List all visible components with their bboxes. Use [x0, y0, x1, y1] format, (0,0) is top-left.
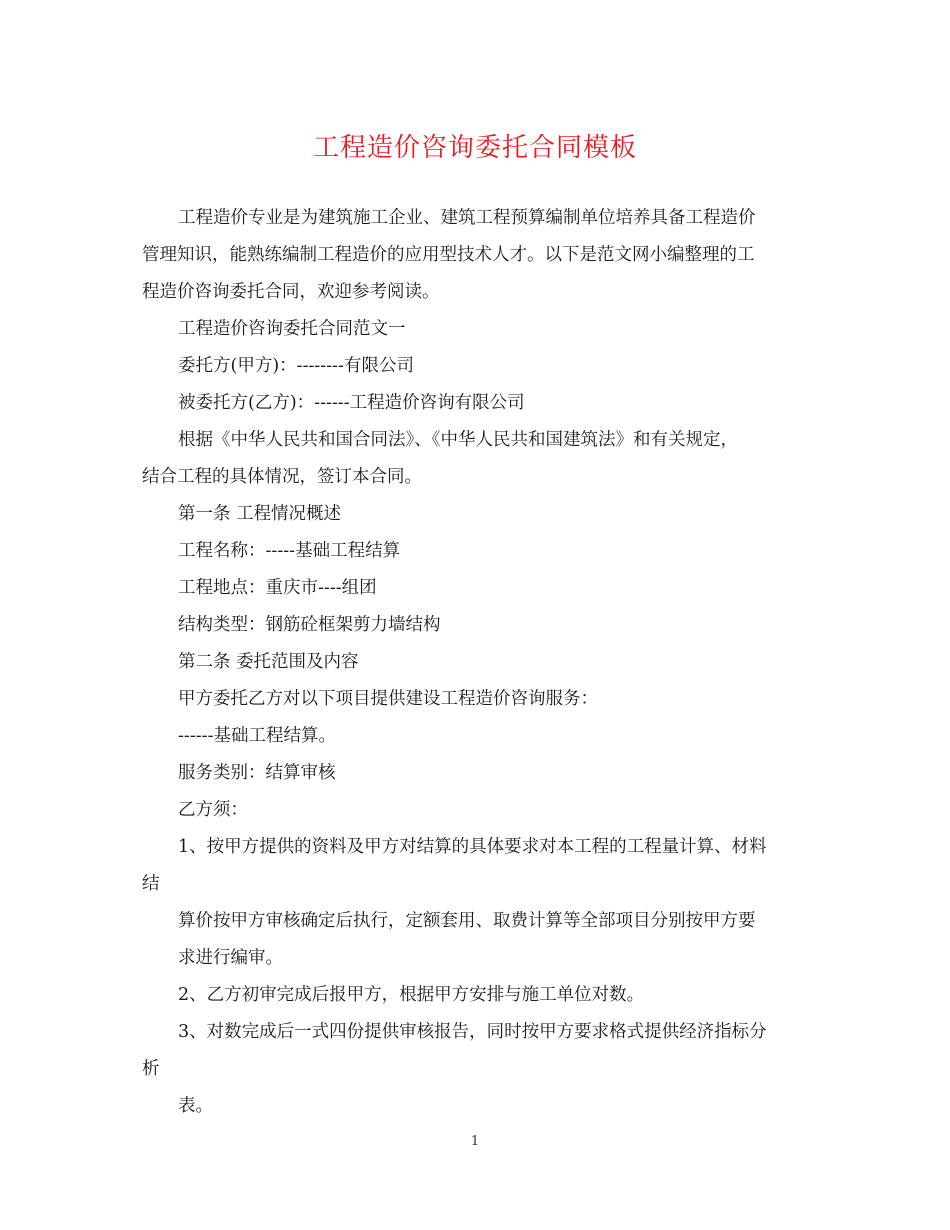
article-heading: 第二条 委托范围及内容 [178, 652, 359, 672]
paragraph-line: 管理知识，能熟练编制工程造价的应用型技术人才。以下是范文网小编整理的工 [142, 245, 755, 265]
list-item: 1、按甲方提供的资料及甲方对结算的具体要求对本工程的工程量计算、材料 [178, 837, 767, 857]
paragraph-line: 工程造价专业是为建筑施工企业、建筑工程预算编制单位培养具备工程造价 [178, 208, 756, 228]
paragraph-line: 结合工程的具体情况，签订本合同。 [142, 467, 422, 487]
project-name-line: 工程名称：-----基础工程结算 [178, 541, 401, 561]
project-location-line: 工程地点：重庆市----组团 [178, 578, 377, 598]
paragraph-line: 甲方委托乙方对以下项目提供建设工程造价咨询服务： [178, 689, 598, 709]
paragraph-line: 乙方须： [178, 800, 248, 820]
list-item-wrap: 析 [142, 1059, 160, 1079]
paragraph-line: ------基础工程结算。 [178, 726, 336, 746]
party-a-line: 委托方(甲方)：--------有限公司 [178, 356, 414, 376]
paragraph-line: 根据《中华人民共和国合同法》、《中华人民共和国建筑法》和有关规定， [178, 430, 738, 450]
service-type-line: 服务类别：结算审核 [178, 763, 336, 783]
party-b-line: 被委托方(乙方)：------工程造价咨询有限公司 [178, 393, 525, 413]
list-item-continuation: 表。 [178, 1096, 213, 1116]
section-heading: 工程造价咨询委托合同范文一 [178, 319, 406, 339]
list-item-continuation: 求进行编审。 [178, 948, 283, 968]
paragraph-line: 程造价咨询委托合同，欢迎参考阅读。 [142, 282, 440, 302]
structure-type-line: 结构类型：钢筋砼框架剪力墙结构 [178, 615, 441, 635]
document-title: 工程造价咨询委托合同模板 [312, 133, 637, 163]
document-body [142, 200, 812, 1125]
page-number: 1 [470, 1134, 480, 1149]
list-item: 3、对数完成后一式四份提供审核报告，同时按甲方要求格式提供经济指标分 [178, 1022, 767, 1042]
list-item-continuation: 算价按甲方审核确定后执行，定额套用、取费计算等全部项目分别按甲方要 [178, 911, 756, 931]
article-heading: 第一条 工程情况概述 [178, 504, 342, 524]
list-item-wrap: 结 [142, 874, 160, 894]
list-item: 2、乙方初审完成后报甲方，根据甲方安排与施工单位对数。 [178, 985, 645, 1005]
